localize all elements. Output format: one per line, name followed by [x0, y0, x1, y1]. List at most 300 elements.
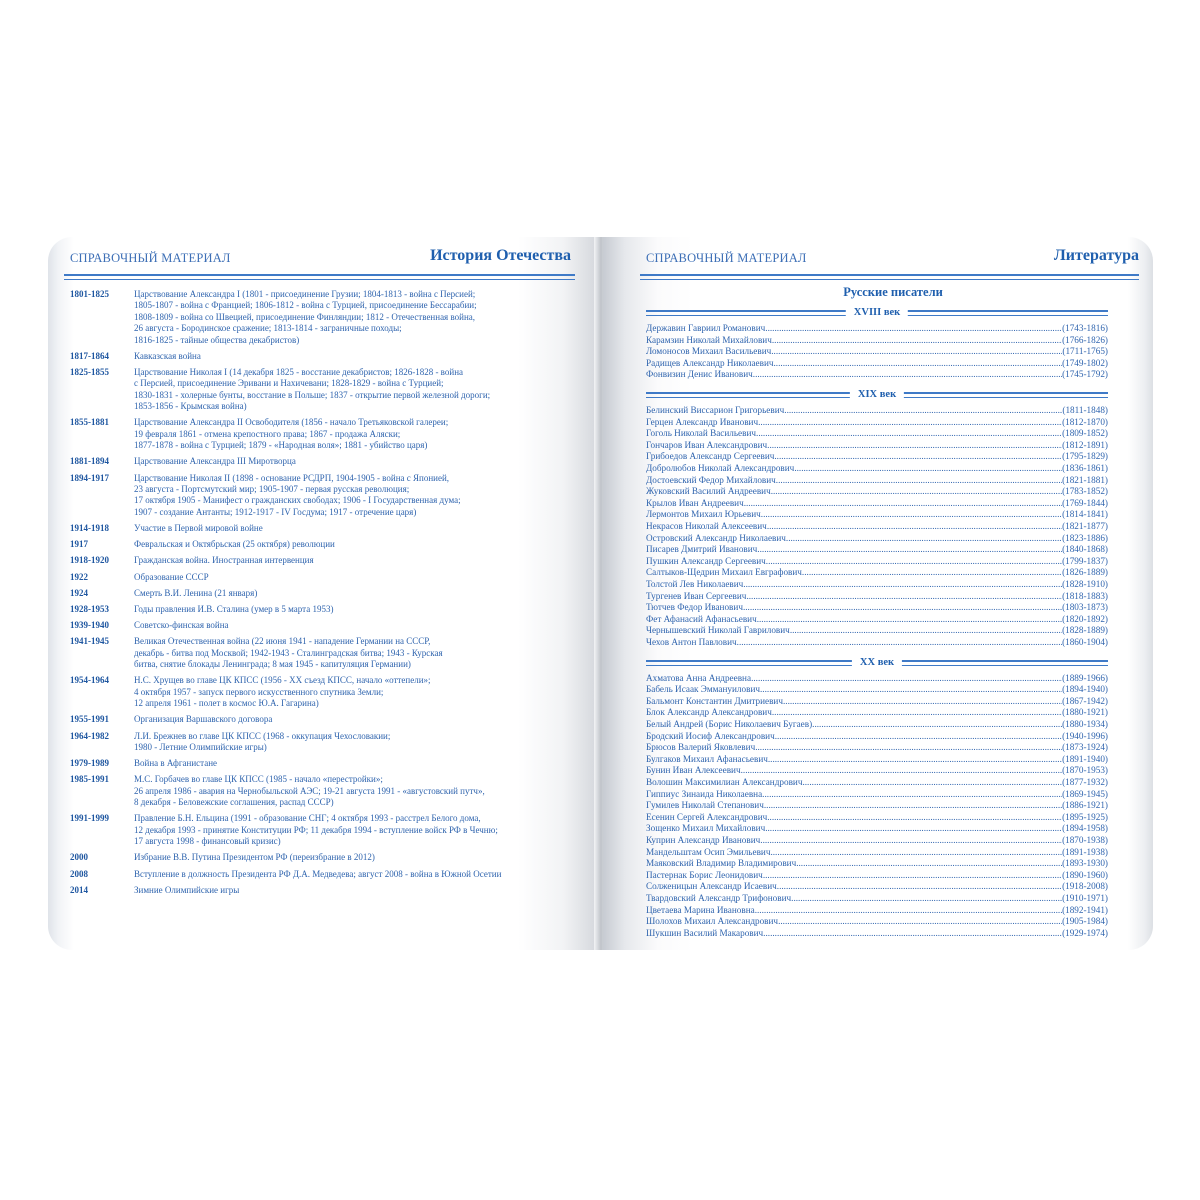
century-heading [646, 656, 1108, 670]
dot-leader [770, 847, 1062, 859]
dot-leader [775, 731, 1062, 743]
dot-leader [755, 905, 1062, 917]
history-event-line: 1805-1807 - война с Францией; 1806-1812 - война с Турцией, присоединение Бессарабии; [134, 300, 477, 311]
writer-dates: (1821-1881) [1062, 474, 1108, 485]
writer-name: Лермонтов Михаил Юрьевич [646, 509, 761, 520]
dot-leader [763, 928, 1062, 940]
dot-leader [791, 893, 1062, 905]
dot-leader [767, 521, 1062, 533]
history-event-line: 19 февраля 1861 - отмена крепостного права; 1867 - продажа Аляски; [134, 428, 401, 439]
writer-name: Волошин Максимилиан Александрович [646, 777, 803, 787]
writer-name: Шукшин Василий Макарович [646, 927, 764, 938]
writer-dates: (1766-1826) [1062, 334, 1108, 345]
history-event-line: 4 октября 1957 - запуск первого искусственного спутника Земли; [134, 686, 384, 697]
writer-name: Бабель Исаак Эммануилович [646, 684, 760, 695]
writer-name: Брюсов Валерий Яковлевич [646, 742, 756, 753]
writer-name: Чехов Антон Павлович [646, 637, 737, 647]
writer-dates: (1749-1802) [1062, 357, 1108, 368]
history-event-line: Великая Отечественная война (22 июня 1941 - нападение Германии на СССР, [134, 636, 431, 647]
history-event-line: 1907 - создание Антанты; 1912-1917 - IV Госдума; 1917 - отречение царя) [134, 506, 417, 517]
writer-dates: (1826-1889) [1062, 567, 1108, 578]
writer-name: Белинский Виссарион Григорьевич [646, 405, 785, 415]
writer-row [646, 358, 1108, 370]
dot-leader [753, 369, 1062, 381]
writer-row [646, 847, 1108, 859]
writer-name: Булгаков Михаил Афанасьевич [646, 753, 768, 764]
history-event-text [134, 620, 574, 631]
writer-name: Бунин Иван Алексеевич [646, 765, 741, 776]
writer-row [646, 405, 1108, 417]
writer-dates: (1894-1958) [1062, 823, 1108, 834]
writer-name: Ломоносов Михаил Васильевич [646, 346, 772, 357]
writer-dates: (1918-2008) [1062, 881, 1108, 892]
history-event-line: Февральская и Октябрьская (25 октября) революции [134, 539, 335, 550]
history-event-text [134, 417, 574, 451]
writer-name: Пастернак Борис Леонидович [646, 869, 763, 880]
history-event-text [134, 604, 574, 615]
history-event-years: 1939-1940 [70, 620, 109, 631]
writer-dates: (1799-1837) [1062, 555, 1108, 566]
dot-leader [771, 346, 1062, 358]
writers-subtitle: Русские писатели [843, 285, 943, 299]
dot-leader [784, 405, 1062, 417]
dot-leader [756, 428, 1062, 440]
writer-row [646, 754, 1108, 766]
history-event-line: 1830-1831 - холерные бунты, восстание в Польше; 1837 - открытие первой железной дороги; [134, 389, 491, 400]
writer-row [646, 346, 1108, 358]
writer-dates: (1870-1938) [1062, 835, 1108, 845]
writer-row [646, 789, 1108, 801]
writer-row [646, 916, 1108, 928]
writer-dates: (1814-1841) [1062, 509, 1108, 520]
history-event-line: 12 апреля 1961 - полет в космос Ю.А. Гагарина) [134, 698, 319, 709]
history-event-line: Царствование Александра III Миротворца [134, 456, 296, 467]
writer-dates: (1873-1924) [1062, 742, 1108, 753]
writer-dates: (1889-1966) [1062, 672, 1108, 683]
writer-dates: (1820-1892) [1062, 613, 1108, 624]
dot-leader [755, 742, 1062, 754]
writer-row [646, 800, 1108, 812]
history-event-years: 2008 [70, 868, 88, 879]
writer-name: Бродский Иосиф Александрович [646, 730, 775, 741]
writer-row [646, 463, 1108, 475]
history-event-years: 1964-1982 [70, 730, 109, 741]
writer-row [646, 323, 1108, 335]
history-event-line: с Персией, присоединение Эривани и Нахичевани; 1828-1829 - война с Турцией; [134, 378, 444, 389]
history-event-years: 1825-1855 [70, 367, 109, 377]
writer-name: Радищев Александр Николаевич [646, 357, 774, 368]
writer-row [646, 742, 1108, 754]
history-event-line: битва, снятие блокады Ленинграда; 8 мая 1945 - капитуляция Германии) [134, 659, 411, 670]
writer-dates: (1828-1910) [1062, 579, 1108, 589]
history-event-text [134, 852, 574, 863]
writer-dates: (1886-1921) [1062, 800, 1108, 811]
writer-dates: (1892-1941) [1062, 904, 1108, 915]
history-event-text [134, 555, 574, 566]
writer-row [646, 637, 1108, 649]
history-event-text [134, 523, 574, 534]
writer-name: Крылов Иван Андреевич [646, 497, 744, 508]
writer-dates: (1823-1886) [1062, 532, 1108, 543]
dot-leader [796, 858, 1062, 870]
dot-leader [765, 823, 1062, 835]
history-event-text [134, 731, 574, 754]
history-event-line: 26 августа - Бородинское сражение; 1813-1814 - заграничные походы; [134, 323, 402, 334]
writer-row [646, 440, 1108, 452]
writer-dates: (1880-1921) [1062, 707, 1108, 718]
right-header-rule [640, 274, 1139, 276]
dot-leader [762, 789, 1062, 801]
writer-name: Твардовский Александр Трифонович [646, 893, 792, 903]
writer-dates: (1812-1891) [1062, 439, 1108, 450]
dot-leader [768, 754, 1062, 766]
writer-name: Цветаева Марина Ивановна [646, 904, 755, 915]
dot-leader [772, 707, 1062, 719]
writer-name: Карамзин Николай Михайлович [646, 334, 772, 345]
dot-leader [743, 579, 1062, 591]
history-event-text [134, 774, 574, 808]
writer-dates: (1812-1870) [1062, 416, 1108, 427]
history-event-years: 1855-1881 [70, 417, 109, 428]
history-event-line: Царствование Александра I (1801 - присоединение Грузии; 1804-1813 - война с Персией; [134, 289, 476, 299]
dot-leader [777, 881, 1062, 893]
history-event-line: Война в Афганистане [134, 758, 218, 769]
dot-leader [757, 614, 1062, 626]
history-event-text [134, 885, 574, 896]
dot-leader [760, 684, 1062, 696]
writer-dates: (1929-1974) [1062, 927, 1108, 938]
writer-dates: (1867-1942) [1062, 695, 1108, 706]
writer-row [646, 893, 1108, 905]
history-event-years: 1801-1825 [70, 289, 109, 299]
writer-dates: (1860-1904) [1062, 637, 1108, 647]
writer-dates: (1745-1792) [1062, 369, 1108, 380]
dot-leader [794, 463, 1062, 475]
history-event-line: Царствование Николая II (1898 - основание РСДРП, 1904-1905 - война с Японией, [134, 472, 450, 483]
history-event-line: Н.С. Хрущев во главе ЦК КПСС (1956 - XX съезд КПСС, начало «оттепели»; [134, 675, 431, 686]
writer-row [646, 823, 1108, 835]
history-event-text [134, 456, 574, 467]
dot-leader [802, 777, 1062, 789]
history-event-line: 1808-1809 - война со Швецией, присоединение Финляндии; 1812 - Отечественная война, [134, 311, 476, 322]
writer-row [646, 707, 1108, 719]
writer-name: Фет Афанасий Афанасьевич [646, 613, 757, 624]
left-header-rule-thin [64, 279, 575, 280]
writer-row [646, 475, 1108, 487]
writer-row [646, 602, 1108, 614]
writer-name: Мандельштам Осип Эмильевич [646, 846, 771, 857]
century-heading [646, 306, 1108, 320]
dot-leader [772, 335, 1062, 347]
writer-dates: (1809-1852) [1062, 428, 1108, 439]
writer-name: Тургенев Иван Сергеевич [646, 590, 747, 601]
writer-name: Гиппиус Зинаида Николаевна [646, 788, 763, 799]
writer-name: Пушкин Александр Сергеевич [646, 555, 766, 566]
history-event-line: 1877-1878 - война с Турцией; 1879 - «Народная воля»; 1881 - убийство царя) [134, 440, 428, 451]
history-event-years: 1917 [70, 539, 88, 550]
writer-dates: (1910-1971) [1062, 893, 1108, 903]
writer-row [646, 335, 1108, 347]
writer-name: Островский Александр Николаевич [646, 532, 786, 543]
right-page-literature [603, 237, 1153, 950]
dot-leader [771, 486, 1062, 498]
history-event-years: 1922 [70, 571, 88, 582]
writer-row [646, 556, 1108, 568]
writer-row [646, 881, 1108, 893]
history-event-line: 1980 - Летние Олимпийские игры) [134, 742, 267, 752]
history-event-text [134, 367, 574, 413]
writer-name: Салтыков-Щедрин Михаил Евграфович [646, 567, 802, 578]
writer-dates: (1743-1816) [1062, 323, 1108, 333]
history-event-line: Л.И. Брежнев во главе ЦК КПСС (1968 - оккупация Чехословакии; [134, 730, 391, 741]
writer-name: Писарев Дмитрий Иванович [646, 544, 758, 555]
writer-dates: (1895-1925) [1062, 811, 1108, 822]
dot-leader [802, 567, 1062, 579]
left-page-header: СПРАВОЧНЫЙ МАТЕРИАЛ [70, 251, 231, 265]
history-event-text [134, 869, 574, 880]
writer-row [646, 870, 1108, 882]
writer-dates: (1795-1829) [1062, 451, 1108, 462]
writer-row [646, 673, 1108, 685]
writer-name: Шолохов Михаил Александрович [646, 916, 779, 927]
history-event-text [134, 714, 574, 725]
writer-row [646, 858, 1108, 870]
history-event-text [134, 351, 574, 362]
history-event-line: Царствование Николая I (14 декабря 1825 - восстание декабристов; 1826-1828 - война [134, 367, 464, 377]
writer-name: Достоевский Федор Михайлович [646, 474, 776, 485]
dot-leader [764, 800, 1062, 812]
history-event-years: 1928-1953 [70, 604, 109, 614]
right-page-header: СПРАВОЧНЫЙ МАТЕРИАЛ [646, 251, 807, 265]
history-event-line: Смерть В.И. Ленина (21 января) [134, 587, 258, 598]
writer-dates: (1869-1945) [1062, 788, 1108, 799]
writer-name: Блок Александр Александрович [646, 707, 772, 718]
writer-row [646, 486, 1108, 498]
writer-dates: (1894-1940) [1062, 684, 1108, 695]
writer-name: Толстой Лев Николаевич [646, 579, 744, 589]
history-event-text [134, 758, 574, 769]
writer-dates: (1905-1984) [1062, 916, 1108, 927]
left-page-history [48, 237, 598, 950]
history-event-line: Зимние Олимпийские игры [134, 884, 240, 895]
history-event-line: Советско-финская война [134, 620, 229, 631]
writer-dates: (1711-1765) [1062, 346, 1108, 357]
history-event-line: Избрание В.В. Путина Президентом РФ (переизбрание в 2012) [134, 852, 375, 863]
history-event-line: Правление Б.Н. Ельцина (1991 - образование СНГ; 4 октября 1993 - расстрел Белого дома, [134, 813, 481, 824]
writer-dates: (1891-1938) [1062, 846, 1108, 857]
history-event-text [134, 473, 574, 519]
history-event-line: 12 декабря 1993 - принятие Конституции РФ; 11 декабря 1994 - вступление войск РФ в Чечню; [134, 824, 498, 835]
writer-name: Есенин Сергей Александрович [646, 811, 768, 822]
dot-leader [761, 509, 1062, 521]
writer-row [646, 509, 1108, 521]
writer-row [646, 498, 1108, 510]
writer-dates: (1803-1873) [1062, 602, 1108, 613]
writer-row [646, 451, 1108, 463]
history-event-line: 1816-1825 - тайные общества декабристов) [134, 334, 300, 345]
history-event-line: Вступление в должность Президента РФ Д.А. Медведева; август 2008 - война в Южной Осетии [134, 868, 502, 879]
writer-name: Маяковский Владимир Владимирович [646, 858, 797, 869]
writer-row [646, 731, 1108, 743]
dot-leader [767, 812, 1062, 824]
history-event-years: 1979-1989 [70, 758, 109, 769]
history-event-line: 26 апреля 1986 - авария на Чернобыльской АЭС; 19-21 августа 1991 - «августовский путч», [134, 785, 485, 796]
dot-leader [774, 358, 1063, 370]
right-page-title: Литература [1053, 247, 1139, 264]
writer-dates: (1811-1848) [1062, 405, 1108, 415]
writer-name: Герцен Александр Иванович [646, 416, 759, 427]
left-header-rule [64, 274, 575, 276]
history-event-text [134, 289, 574, 346]
writer-row [646, 521, 1108, 533]
writer-dates: (1821-1877) [1062, 521, 1108, 531]
writer-row [646, 696, 1108, 708]
writer-dates: (1840-1868) [1062, 544, 1108, 555]
dot-leader [776, 475, 1062, 487]
history-event-line: Царствование Александра II Освободителя (1856 - начало Третьяковской галереи; [134, 417, 449, 428]
dot-leader [741, 765, 1062, 777]
history-event-years: 1881-1894 [70, 456, 109, 467]
writer-dates: (1783-1852) [1062, 486, 1108, 497]
century-label: XX век [852, 656, 902, 670]
dot-leader [757, 544, 1062, 556]
dot-leader [760, 835, 1062, 847]
century-label: XVIII век [846, 306, 908, 320]
history-event-years: 2000 [70, 852, 88, 863]
writer-name: Ахматова Анна Андреевна [646, 672, 752, 683]
writer-row [646, 579, 1108, 591]
writer-name: Белый Андрей (Борис Николаевич Бугаев) [646, 719, 813, 729]
dot-leader [786, 533, 1062, 545]
writer-name: Солженицын Александр Исаевич [646, 881, 777, 892]
writer-row [646, 533, 1108, 545]
history-event-line: 17 августа 1998 - финансовый кризис) [134, 836, 281, 847]
dot-leader [790, 625, 1062, 637]
writer-name: Державин Гавриил Романович [646, 323, 766, 333]
history-event-line: 1853-1856 - Крымская война) [134, 401, 247, 412]
right-header-rule-thin [640, 279, 1139, 280]
dot-leader [763, 870, 1062, 882]
writer-row [646, 591, 1108, 603]
dot-leader [751, 673, 1062, 685]
history-event-text [134, 675, 574, 709]
history-event-text [134, 572, 574, 583]
writer-row [646, 428, 1108, 440]
writer-row [646, 625, 1108, 637]
writer-name: Зощенко Михаил Михайлович [646, 823, 766, 834]
dot-leader [743, 602, 1062, 614]
century-label: XIX век [850, 388, 904, 402]
writer-dates: (1893-1930) [1062, 858, 1108, 869]
history-event-years: 2014 [70, 884, 88, 895]
dot-leader [746, 591, 1062, 603]
dot-leader [767, 440, 1062, 452]
writer-row [646, 684, 1108, 696]
writer-dates: (1818-1883) [1062, 590, 1108, 601]
writer-row [646, 567, 1108, 579]
history-event-line: Участие в Первой мировой войне [134, 523, 263, 533]
history-event-line: 8 декабря - Беловежские соглашения, распад СССР) [134, 797, 334, 808]
writer-dates: (1828-1889) [1062, 625, 1108, 636]
writer-row [646, 765, 1108, 777]
writer-row [646, 369, 1108, 381]
writer-row [646, 614, 1108, 626]
history-event-line: Гражданская война. Иностранная интервенция [134, 555, 314, 566]
dot-leader [783, 696, 1062, 708]
history-event-text [134, 636, 574, 670]
writer-name: Чернышевский Николай Гаврилович [646, 625, 790, 636]
writer-name: Тютчев Федор Иванович [646, 602, 743, 613]
writer-dates: (1877-1932) [1062, 777, 1108, 787]
history-event-line: 23 августа - Портсмутский мир; 1905-1907 - первая русская революция; [134, 484, 410, 494]
dot-leader [744, 498, 1062, 510]
history-event-line: Образование СССР [134, 571, 209, 582]
dot-leader [758, 417, 1062, 429]
history-event-years: 1817-1864 [70, 350, 109, 361]
writer-row [646, 544, 1108, 556]
century-heading [646, 388, 1108, 402]
writer-name: Некрасов Николай Алексеевич [646, 521, 767, 531]
writer-dates: (1890-1960) [1062, 869, 1108, 880]
history-event-line: Годы правления И.В. Сталина (умер в 5 марта 1953) [134, 604, 334, 614]
history-event-years: 1954-1964 [70, 675, 109, 686]
history-event-line: Кавказская война [134, 350, 201, 361]
history-event-years: 1894-1917 [70, 472, 109, 483]
dot-leader [737, 637, 1062, 649]
writer-row [646, 835, 1108, 847]
dot-leader [766, 556, 1062, 568]
writer-name: Грибоедов Александр Сергеевич [646, 451, 775, 462]
history-event-years: 1985-1991 [70, 774, 109, 785]
history-event-years: 1924 [70, 587, 88, 598]
writer-dates: (1836-1861) [1062, 463, 1108, 473]
history-event-line: декабрь - битва под Москвой; 1942-1943 - Сталинградская битва; 1943 - Курская [134, 647, 443, 658]
writer-dates: (1940-1996) [1062, 730, 1108, 741]
history-event-years: 1914-1918 [70, 523, 109, 533]
writer-name: Гумилев Николай Степанович [646, 800, 764, 811]
history-event-text [134, 813, 574, 847]
history-event-line: 17 октября 1905 - Манифест о гражданских свободах; 1906 - I Государственная дума; [134, 495, 461, 506]
writer-dates: (1880-1934) [1062, 719, 1108, 729]
writer-name: Куприн Александр Иванович [646, 835, 761, 845]
writer-row [646, 417, 1108, 429]
writer-name: Фонвизин Денис Иванович [646, 369, 753, 380]
history-event-line: Организация Варшавского договора [134, 714, 273, 725]
dot-leader [812, 719, 1062, 731]
writer-row [646, 928, 1108, 940]
writer-row [646, 905, 1108, 917]
writer-name: Жуковский Василий Андреевич [646, 486, 771, 497]
writer-row [646, 719, 1108, 731]
dot-leader [765, 323, 1062, 335]
history-event-years: 1955-1991 [70, 714, 109, 725]
history-event-text [134, 539, 574, 550]
history-event-years: 1991-1999 [70, 813, 109, 824]
dot-leader [774, 451, 1062, 463]
history-event-years: 1918-1920 [70, 555, 109, 566]
writer-name: Гоголь Николай Васильевич [646, 428, 757, 439]
writer-name: Добролюбов Николай Александрович [646, 463, 795, 473]
writer-name: Бальмонт Константин Дмитриевич [646, 695, 783, 706]
left-page-title: История Отечества [430, 247, 571, 264]
writer-dates: (1870-1953) [1062, 765, 1108, 776]
history-event-years: 1941-1945 [70, 636, 109, 647]
writer-dates: (1891-1940) [1062, 753, 1108, 764]
writer-name: Гончаров Иван Александрович [646, 439, 768, 450]
writer-row [646, 777, 1108, 789]
history-event-text [134, 588, 574, 599]
writer-row [646, 812, 1108, 824]
